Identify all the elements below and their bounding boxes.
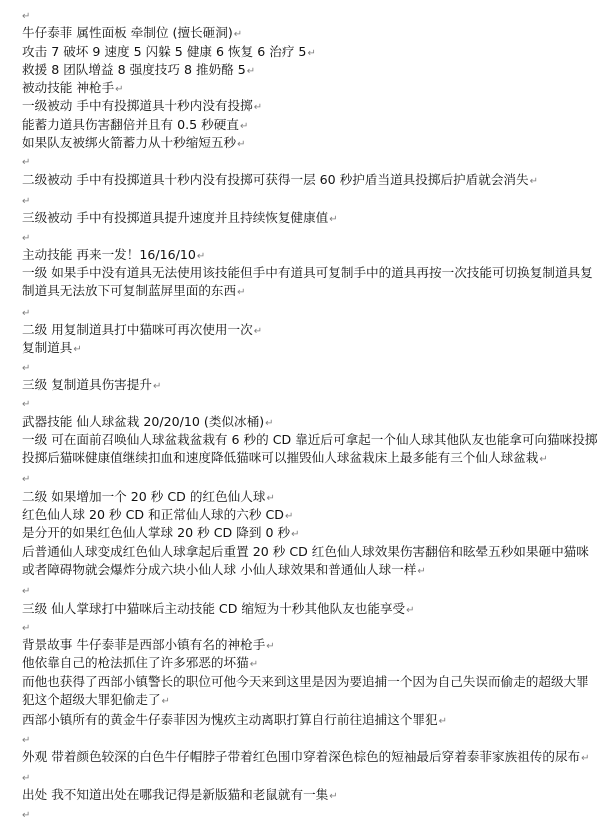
text-paragraph — [22, 748, 600, 768]
paragraph-mark: ↵ — [307, 47, 316, 59]
empty-line — [22, 6, 600, 24]
paragraph-mark: ↵ — [233, 29, 243, 41]
line-text: 三级 仙人掌球打中猫咪后主动技能 CD 缩短为十秒其他队友也能享受 — [22, 600, 406, 616]
line-text: 一级 如果手中没有道具无法使用该技能但手中有道具可复制手中的道具再按一次技能可切换复制道具复制道具无法放下可复制蓝屏里面的东西 — [22, 265, 593, 299]
paragraph-mark: ↵ — [417, 565, 426, 577]
line-text: 二级被动 手中有投掷道具十秒内没有投掷可获得一层 60 秒护盾当道具投掷后护盾就会消失 — [22, 171, 529, 187]
line-text: 攻击 7 破坏 9 速度 5 闪躲 5 健康 6 恢复 6 治疗 5 — [22, 43, 307, 59]
empty-line — [22, 768, 600, 786]
text-line — [22, 524, 600, 542]
text-line — [22, 97, 600, 115]
empty-line — [22, 805, 600, 823]
text-line — [22, 134, 600, 152]
text-paragraph — [22, 431, 600, 470]
paragraph-mark: ↵ — [266, 641, 275, 653]
text-paragraph — [22, 171, 600, 191]
paragraph-mark: ↵ — [239, 120, 249, 132]
text-line — [22, 488, 600, 506]
paragraph-mark: ↵ — [329, 791, 338, 803]
paragraph-mark: ↵ — [115, 84, 124, 96]
empty-line — [22, 152, 600, 170]
paragraph-mark: ↵ — [438, 716, 447, 728]
empty-line — [22, 618, 600, 636]
paragraph-mark: ↵ — [329, 214, 338, 226]
paragraph-mark: ↵ — [265, 417, 274, 429]
paragraph-mark: ↵ — [291, 529, 300, 541]
paragraph-mark: ↵ — [266, 492, 275, 504]
empty-line — [22, 581, 600, 599]
line-text: 被动技能 神枪手 — [22, 80, 115, 96]
line-text: 武器技能 仙人球盆栽 20/20/10 (类似冰桶) — [22, 413, 265, 429]
line-text: 外观 带着颜色较深的白色牛仔帽脖子带着红色围巾穿着深色棕色的短袖最后穿着泰菲家族祖传的尿布 — [22, 748, 581, 764]
line-text: 牛仔泰菲 属性面板 牵制位 (擅长砸洞) — [22, 25, 233, 41]
paragraph-mark: ↵ — [246, 65, 256, 77]
line-text: 一级被动 手中有投掷道具十秒内没有投掷 — [22, 98, 253, 114]
paragraph-mark: ↵ — [249, 659, 259, 671]
section-heading — [22, 79, 600, 97]
paragraph-mark: ↵ — [253, 326, 263, 338]
text-line — [22, 506, 600, 524]
paragraph-mark: ↵ — [253, 102, 263, 114]
line-text: 背景故事 牛仔泰菲是西部小镇有名的神枪手 — [22, 637, 266, 653]
text-line — [22, 209, 600, 227]
paragraph-mark: ↵ — [73, 344, 82, 356]
section-heading — [22, 246, 600, 264]
paragraph-mark: ↵ — [529, 175, 538, 187]
stats-line — [22, 43, 600, 61]
document-body — [22, 6, 600, 823]
line-text: 救援 8 团队增益 8 强度技巧 8 推奶酪 5 — [22, 61, 246, 77]
line-text: 三级被动 手中有投掷道具提升速度并且持续恢复健康值 — [22, 210, 329, 226]
paragraph-mark: ↵ — [196, 250, 206, 262]
empty-line — [22, 394, 600, 412]
empty-line — [22, 228, 600, 246]
paragraph-mark: ↵ — [22, 157, 31, 169]
line-text: 三级 复制道具伤害提升 — [22, 376, 152, 392]
line-text: 红色仙人球 20 秒 CD 和正常仙人球的六秒 CD — [22, 507, 284, 523]
empty-line — [22, 303, 600, 321]
text-paragraph — [22, 673, 600, 712]
line-text: 复制道具 — [22, 340, 73, 356]
line-text: 如果队友被绑火箭蓄力从十秒缩短五秒 — [22, 135, 237, 151]
text-line — [22, 654, 600, 672]
text-line — [22, 339, 600, 357]
paragraph-mark: ↵ — [22, 809, 31, 821]
paragraph-mark: ↵ — [22, 773, 31, 785]
line-text: 他依靠自己的枪法抓住了许多邪恶的坏猫 — [22, 655, 249, 671]
text-line — [22, 376, 600, 394]
paragraph-mark: ↵ — [22, 362, 31, 374]
line-text: 而他也获得了西部小镇警长的职位可他今天来到这里是因为要追捕一个因为自己失误而偷走的超级大罪犯这个超级大罪犯偷走了 — [22, 673, 589, 707]
text-paragraph — [22, 543, 600, 582]
paragraph-mark: ↵ — [22, 586, 31, 598]
empty-line — [22, 358, 600, 376]
paragraph-mark: ↵ — [22, 734, 31, 746]
line-text: 后普通仙人球变成红色仙人球拿起后重置 20 秒 CD 红色仙人球效果伤害翻倍和眩晕五秒如果砸中猫咪或者障碍物就会爆炸分成六块小仙人球 小仙人球效果和普通仙人球一样 — [22, 543, 589, 577]
paragraph-mark: ↵ — [22, 232, 31, 244]
empty-line — [22, 191, 600, 209]
paragraph-mark: ↵ — [237, 139, 246, 151]
line-text: 西部小镇所有的黄金牛仔泰菲因为愧疚主动离职打算自行前往追捕这个罪犯 — [22, 712, 438, 728]
text-line — [22, 711, 600, 729]
stats-line — [22, 61, 600, 79]
title-line — [22, 24, 600, 42]
line-text: 二级 如果增加一个 20 秒 CD 的红色仙人球 — [22, 488, 266, 504]
text-line — [22, 321, 600, 339]
line-text: 一级 可在面前召唤仙人球盆栽盆栽有 6 秒的 CD 靠近后可拿起一个仙人球其他队友也能拿可向猫咪投掷投掷后猫咪健康值继续扣血和速度降低猫咪可以摧毁仙人球盆栽床上最多能有三个仙人球盆栽 — [22, 431, 598, 466]
paragraph-mark: ↵ — [22, 399, 31, 411]
line-text: 主动技能 再来一发！16/16/10 — [22, 246, 196, 262]
text-paragraph — [22, 264, 600, 303]
paragraph-mark: ↵ — [22, 195, 31, 207]
paragraph-mark: ↵ — [406, 604, 415, 616]
paragraph-mark: ↵ — [22, 307, 31, 319]
section-heading — [22, 786, 600, 804]
line-text: 二级 用复制道具打中猫咪可再次使用一次 — [22, 322, 253, 338]
paragraph-mark: ↵ — [284, 511, 294, 523]
paragraph-mark: ↵ — [581, 752, 590, 764]
paragraph-mark: ↵ — [237, 287, 246, 299]
section-heading — [22, 636, 600, 654]
paragraph-mark: ↵ — [22, 622, 31, 634]
paragraph-mark: ↵ — [152, 380, 162, 392]
empty-line — [22, 469, 600, 487]
paragraph-mark: ↵ — [161, 695, 170, 707]
line-text: 能蓄力道具伤害翻倍并且有 0.5 秒硬直 — [22, 116, 239, 132]
paragraph-mark: ↵ — [22, 11, 31, 22]
section-heading — [22, 413, 600, 431]
text-line — [22, 116, 600, 134]
text-line — [22, 600, 600, 618]
line-text: 出处 我不知道出处在哪我记得是新版猫和老鼠就有一集 — [22, 787, 329, 803]
empty-line — [22, 730, 600, 748]
line-text: 是分开的如果红色仙人掌球 20 秒 CD 降到 0 秒 — [22, 525, 291, 541]
paragraph-mark: ↵ — [22, 474, 31, 486]
paragraph-mark: ↵ — [539, 454, 548, 466]
